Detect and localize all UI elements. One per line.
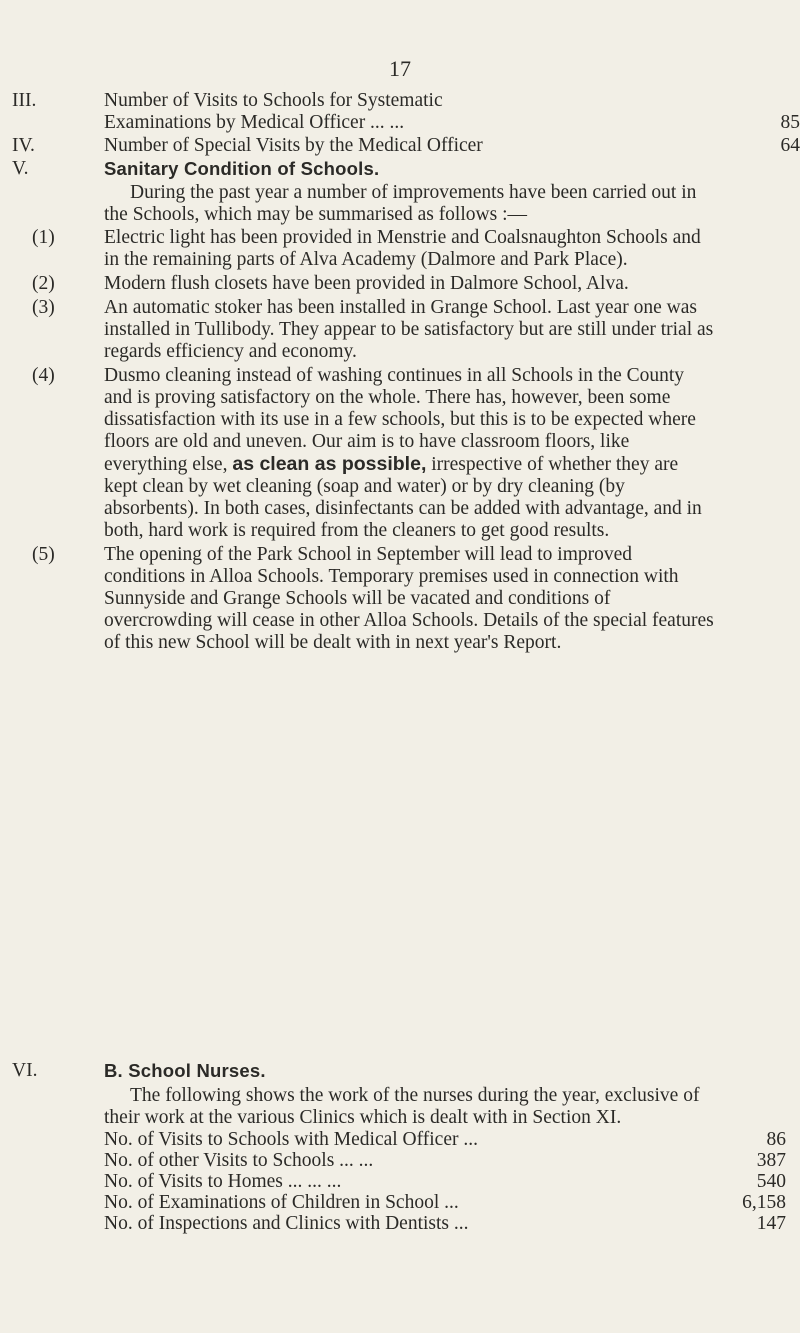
- stat-row: [104, 1213, 786, 1234]
- section-v-heading: Sanitary Condition of Schools.: [104, 158, 380, 179]
- stat-value: 540: [756, 1171, 786, 1192]
- stat-label: No. of other Visits to Schools ... ...: [104, 1150, 374, 1171]
- section-iv-text: Number of Special Visits by the Medical Officer: [104, 135, 483, 156]
- item-number: (5): [32, 544, 55, 565]
- stat-row: [104, 1192, 786, 1213]
- item-number: (3): [32, 297, 55, 318]
- page-number: 17: [389, 56, 411, 81]
- section-iv-value: 64: [780, 135, 800, 156]
- section-iv-row: [104, 135, 800, 157]
- section-iii-value: 85: [780, 112, 800, 133]
- item-text: Modern flush closets have been provided in Dalmore School, Alva.: [104, 273, 629, 294]
- section-iii-line2-row: [104, 112, 800, 134]
- stat-row: [104, 1150, 786, 1171]
- stat-row: [104, 1129, 786, 1150]
- section-numeral: III.: [12, 90, 37, 111]
- item-number: (2): [32, 273, 55, 294]
- section-v-intro: During the past year a number of improvements have been carried out in the Schools, which may be summarised as follows :—: [104, 182, 697, 225]
- section-vi: [12, 1060, 786, 1234]
- item-text: An automatic stoker has been installed in Grange School. Last year one was installed in Tullibody. They appear to be satisfactory but are still under trial as regards efficiency and economy.: [104, 297, 714, 362]
- section-numeral: V.: [12, 158, 29, 179]
- section-vi-heading: B. School Nurses.: [104, 1060, 266, 1081]
- stat-label: No. of Examinations of Children in School ...: [104, 1192, 459, 1213]
- stat-value: 147: [756, 1213, 786, 1234]
- item-text-bold: as clean as possible,: [232, 453, 427, 475]
- stat-label: No. of Visits to Homes ... ... ...: [104, 1171, 342, 1192]
- stat-value: 86: [766, 1129, 786, 1150]
- section-v: [12, 158, 716, 654]
- list-item: [32, 544, 716, 654]
- item-text-after: irrespective of whether they are kept clean by wet cleaning (soap and water) or by dry cleaning (by absorbents). In both cases, disinfectants can be added with advantage, and in both, hard work is required from the cleaners to get good results.: [104, 454, 702, 541]
- section-iv: [12, 135, 800, 157]
- item-text-before: Dusmo cleaning instead of washing continues in all Schools in the County and is proving satisfactory on the whole. There has, however, been some dissatisfaction with its use in a few schools, but this is to be expected where floors are old and uneven. Our aim is to have classroom floors, like everything else,: [104, 365, 696, 475]
- item-text: Electric light has been provided in Menstrie and Coalsnaughton Schools and in the remaining parts of Alva Academy (Dalmore and Park Place).: [104, 227, 701, 270]
- stat-value: 6,158: [742, 1192, 786, 1213]
- list-item: [32, 297, 716, 363]
- section-numeral: VI.: [12, 1060, 38, 1081]
- section-iii-line2: Examinations by Medical Officer ... ...: [104, 112, 405, 133]
- item-number: (1): [32, 227, 55, 248]
- section-vi-intro: The following shows the work of the nurses during the year, exclusive of their work at the various Clinics which is dealt with in Section XI.: [104, 1085, 700, 1128]
- stat-value: 387: [756, 1150, 786, 1171]
- stat-row: [104, 1171, 786, 1192]
- list-item: [32, 365, 716, 542]
- section-iii-line1: Number of Visits to Schools for Systematic: [104, 90, 443, 111]
- list-item: [32, 273, 716, 295]
- stat-label: No. of Visits to Schools with Medical Officer ...: [104, 1129, 478, 1150]
- stat-label: No. of Inspections and Clinics with Dentists ...: [104, 1213, 469, 1234]
- list-item: [32, 227, 716, 271]
- item-number: (4): [32, 365, 55, 386]
- item-text: The opening of the Park School in September will lead to improved conditions in Alloa Schools. Temporary premises used in connection with Sunnyside and Grange Schools will be vacated and conditions of overcrowding will cease in other Alloa Schools. Details of the special features of this new School will be dealt with in next year's Report.: [104, 544, 714, 653]
- section-numeral: IV.: [12, 135, 35, 156]
- section-iii: [12, 90, 800, 134]
